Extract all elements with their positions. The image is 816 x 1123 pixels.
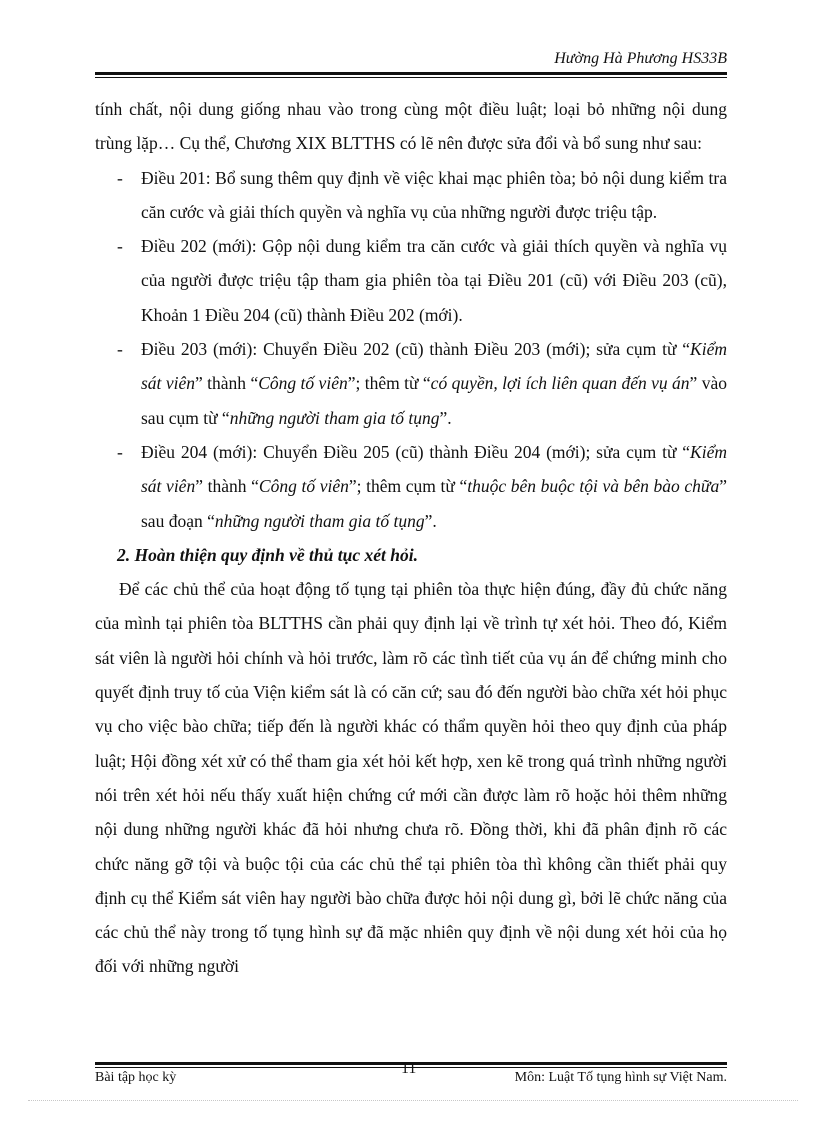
page-body [95,92,727,984]
list-item-text: ”; thêm cụm từ “ [348,476,468,497]
list-item-text: ”. [424,510,437,531]
header-rule-thick [95,72,727,75]
bullet-dash: - [117,441,123,462]
list-item-text: ”. [439,407,452,428]
footer-right: Môn: Luật Tố tụng hình sự Việt Nam. [514,1070,727,1085]
italic-term: Công tố viên [258,476,349,497]
list-item-text: ” thành “ [195,476,259,497]
page-edge-dotted-line [28,1100,798,1101]
list-item-text: Điều 203 (mới): Chuyển Điều 202 (cũ) thành Điều 203 (mới); sửa cụm từ “ [141,339,691,360]
italic-term: những người tham gia tố tụng [229,407,440,428]
body-paragraph: Để các chủ thể của hoạt động tố tụng tại phiên tòa thực hiện đúng, đầy đủ chức năng của mình tại phiên tòa BLTTHS cần phải quy định lại về trình tự xét hỏi. Theo đó, Kiểm sát viên là người hỏi chính và hỏi trước, làm rõ các tình tiết của vụ án để chứng minh cho quyết định truy tố của Viện kiểm sát là có căn cứ; sau đó đến người bào chữa xét hỏi phục vụ cho việc bào chữa; tiếp đến là người khác có thẩm quyền hỏi theo quy định của pháp luật; Hội đồng xét xử có thể tham gia xét hỏi kết hợp, xen kẽ trong quá trình những người nói trên xét hỏi nếu thấy xuất hiện chứng cứ mới cần được làm rõ hoặc hỏi thêm những nội dung những người khác đã hỏi nhưng chưa rõ. Đồng thời, khi đã phân định rõ các chức năng gỡ tội và buộc tội của các chủ thể tại phiên tòa thì không cần thiết phải quy định cụ thể Kiểm sát viên hay người bào chữa được hỏi nội dung gì, bởi lẽ chức năng của các chủ thể này trong tố tụng hình sự đã mặc nhiên quy định về nội dung xét hỏi của họ đối với những người [95,579,727,977]
italic-term: những người tham gia tố tụng [214,510,425,531]
list-item-text: Điều 201: Bổ sung thêm quy định về việc khai mạc phiên tòa; bỏ nội dung kiểm tra căn cước và giải thích quyền và nghĩa vụ của những người được triệu tập. [141,167,727,222]
list-item-text: ”; thêm từ “ [347,373,431,394]
list-item [95,332,727,435]
italic-term: Công tố viên [258,373,348,394]
intro-paragraph: tính chất, nội dung giống nhau vào trong cùng một điều luật; loại bỏ những nội dung trùng lặp… Cụ thể, Chương XIX BLTTHS có lẽ nên được sửa đổi và bổ sung như sau: [95,99,727,154]
list-item [95,229,727,332]
page-header: Hường Hà Phương HS33B [554,50,727,67]
italic-term: thuộc bên buộc tội và bên bào chữa [467,476,720,497]
italic-term: Kiểm sát viên [141,441,727,497]
list-item-text: ” vào sau cụm từ “ [141,373,727,428]
footer-left: Bài tập học kỳ [95,1070,177,1085]
list-item [95,161,727,230]
list-item-text: ” thành “ [194,373,259,394]
list-item [95,435,727,538]
section-heading: 2. Hoàn thiện quy định về thủ tục xét hỏi. [117,544,418,565]
italic-term: có quyền, lợi ích liên quan đến vụ án [430,373,690,394]
italic-term: Kiểm sát viên [141,339,727,394]
list-item-text: Điều 204 (mới): Chuyển Điều 205 (cũ) thành Điều 204 (mới); sửa cụm từ “ [141,441,691,462]
header-rule-thin [95,77,727,78]
bullet-dash: - [117,339,123,360]
bullet-dash: - [117,167,123,188]
list-item-text: Điều 202 (mới): Gộp nội dung kiểm tra căn cước và giải thích quyền và nghĩa vụ của người được triệu tập tham gia phiên tòa tại Điều 201 (cũ) với Điều 203 (cũ), Khoản 1 Điều 204 (cũ) thành Điều 202 (mới). [141,236,727,325]
list-item-text: ” sau đoạn “ [141,476,727,531]
bullet-dash: - [117,236,123,257]
page-number: 11 [401,1060,417,1077]
